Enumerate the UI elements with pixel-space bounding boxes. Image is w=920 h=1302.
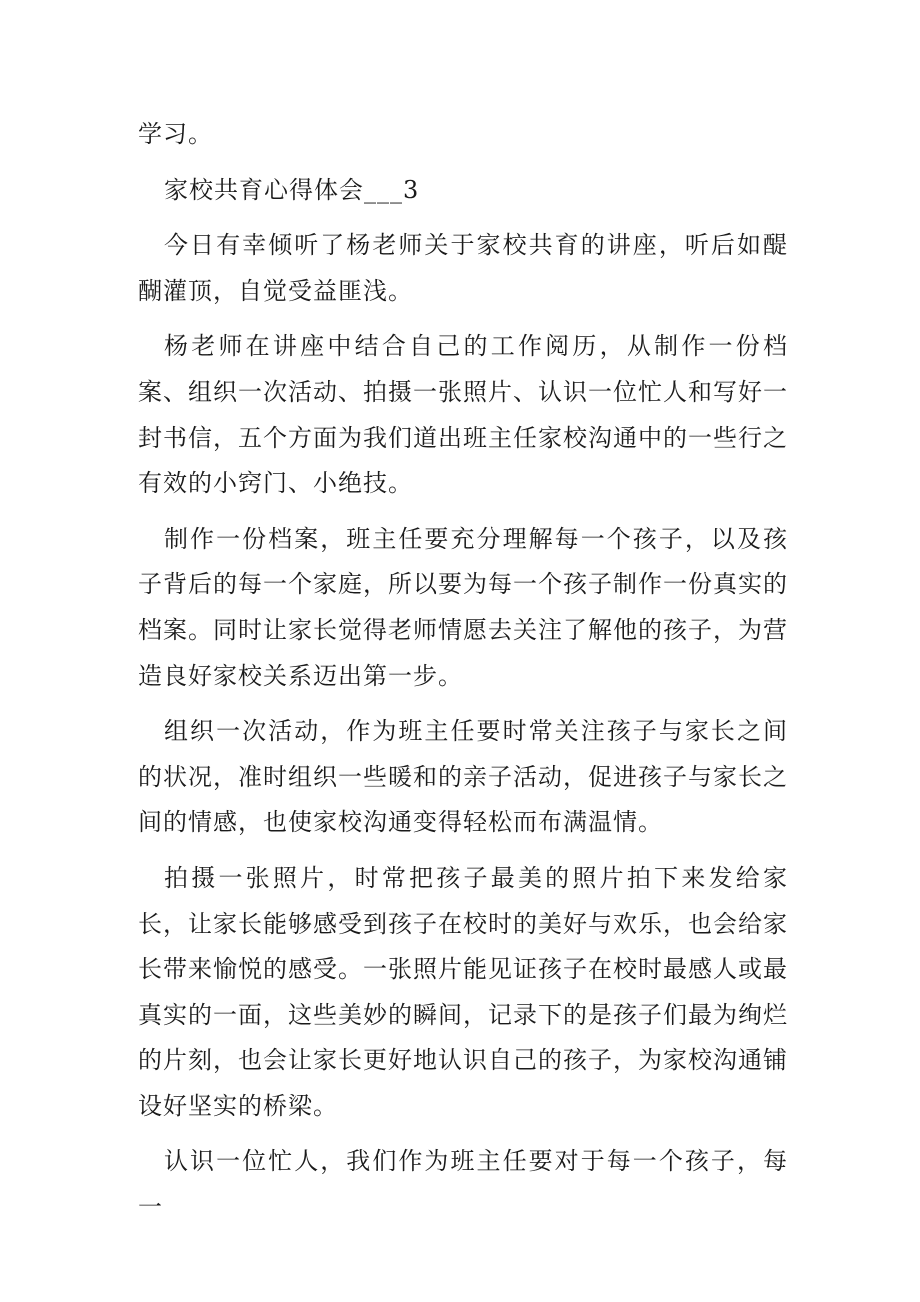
paragraph-overview: 杨老师在讲座中结合自己的工作阅历，从制作一份档案、组织一次活动、拍摄一张照片、认识一位忙人和写好一封书信，五个方面为我们道出班主任家校沟通中的一些行之有效的小窍门、小绝技。 <box>138 332 788 498</box>
section-heading: 家校共育心得体会___3 <box>164 175 420 204</box>
paragraph-continuation: 学习。 <box>138 120 213 148</box>
paragraph-photo: 拍摄一张照片，时常把孩子最美的照片拍下来发给家长，让家长能够感受到孩子在校时的美好与欢乐，也会给家长带来愉悦的感受。一张照片能见证孩子在校时最感人或最真实的一面，这些美妙的瞬间，记录下的是孩子们最为绚烂的片刻，也会让家长更好地认识自己的孩子，为家校沟通铺设好坚实的桥梁。 <box>138 863 788 1120</box>
document-page <box>138 112 788 1241</box>
paragraph-archive: 制作一份档案，班主任要充分理解每一个孩子，以及孩子背后的每一个家庭，所以要为每一个孩子制作一份真实的档案。同时让家长觉得老师情愿去关注了解他的孩子，为营造良好家校关系迈出第一步。 <box>138 524 788 690</box>
paragraph-activity: 组织一次活动，作为班主任要时常关注孩子与家长之间的状况，准时组织一些暖和的亲子活动，促进孩子与家长之间的情感，也使家校沟通变得轻松而布满温情。 <box>138 717 788 837</box>
paragraph-busy-person: 认识一位忙人，我们作为班主任要对于每一个孩子，每一 <box>138 1147 788 1222</box>
paragraph-intro: 今日有幸倾听了杨老师关于家校共育的讲座，听后如醍醐灌顶，自觉受益匪浅。 <box>138 231 788 305</box>
